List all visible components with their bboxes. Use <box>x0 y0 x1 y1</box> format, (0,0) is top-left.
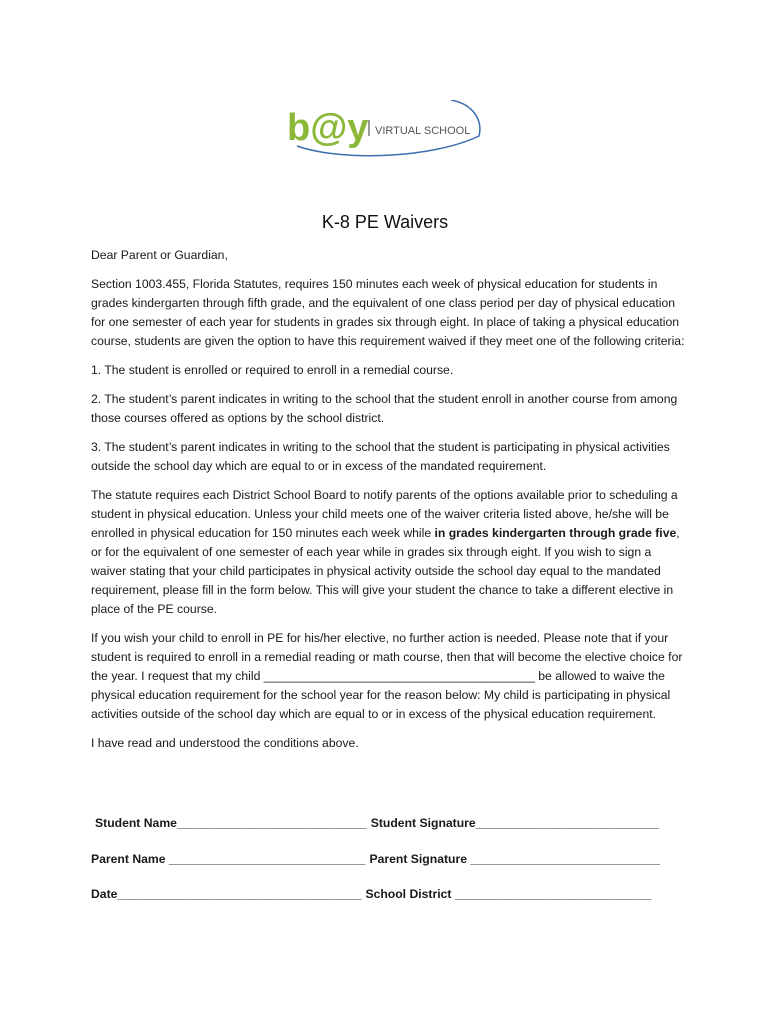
page-title: K-8 PE Waivers <box>321 212 449 232</box>
criteria-3: 3. The student’s parent indicates in writing to the school that the student is participating in physical activities outside the school day which are equal to or in excess of the mandated requirement. <box>91 440 670 473</box>
form-row-student <box>95 816 659 830</box>
paragraph-notification-rest: , or for the equivalent of one semester of each year while in grades six through eight. If you wish to sign a waiver stating that your child participates in physical activity outside the school day equal to the mandated requirement, please fill in the form below. This will give your student the chance to take a different elective in place of the PE course. <box>91 526 680 616</box>
parent-name-field[interactable]: Parent Name _____________________________ <box>91 852 366 866</box>
student-name-field[interactable]: Student Name____________________________ <box>95 816 367 830</box>
greeting: Dear Parent or Guardian, <box>91 248 228 262</box>
letter-body <box>91 246 685 763</box>
school-district-field[interactable]: School District _____________________________ <box>365 887 652 901</box>
acknowledgement: I have read and understood the conditions above. <box>91 736 359 750</box>
logo-text: b@y <box>287 107 369 149</box>
bay-virtual-school-logo <box>283 100 483 160</box>
paragraph-statute: Section 1003.455, Florida Statutes, requires 150 minutes each week of physical education for students in grades kindergarten through fifth grade, and the equivalent of one class period per day of physical education for one semester of each year for students in grades six through eight. In place of taking a physical education course, students are given the option to have this requirement waived if they meet one of the following criteria: <box>91 277 685 348</box>
paragraph-notification-text: The statute requires each District School Board to notify parents of the options available prior to scheduling a student in physical education. Unless your child meets one of the waiver criteria listed above, he/she will be enrolled in physical education for 150 minutes each week while <box>91 488 678 540</box>
criteria-2: 2. The student’s parent indicates in writing to the school that the student enroll in another course from among those courses offered as options by the school district. <box>91 392 678 425</box>
logo-tagline: VIRTUAL SCHOOL <box>375 125 471 137</box>
date-field[interactable]: Date____________________________________ <box>91 887 362 901</box>
form-row-parent <box>91 852 660 866</box>
form-row-date <box>91 887 651 901</box>
paragraph-notification-bold: in grades kindergarten through grade five <box>434 526 677 540</box>
parent-signature-field[interactable]: Parent Signature ____________________________ <box>369 852 661 866</box>
student-signature-field[interactable]: Student Signature___________________________ <box>370 816 659 830</box>
paragraph-notification <box>91 486 685 619</box>
paragraph-request: If you wish your child to enroll in PE for his/her elective, no further action is needed. Please note that if your student is required to enroll in a remedial reading or math course, then that will become the elective choice for the year. I request that my child ________________________________________ be allowed to waive the physical education requirement for the school year for the reason below: My child is participating in physical activities outside of the school day which are equal to or in excess of the physical education requirement. <box>91 631 683 721</box>
criteria-1: 1. The student is enrolled or required to enroll in a remedial course. <box>91 363 454 377</box>
